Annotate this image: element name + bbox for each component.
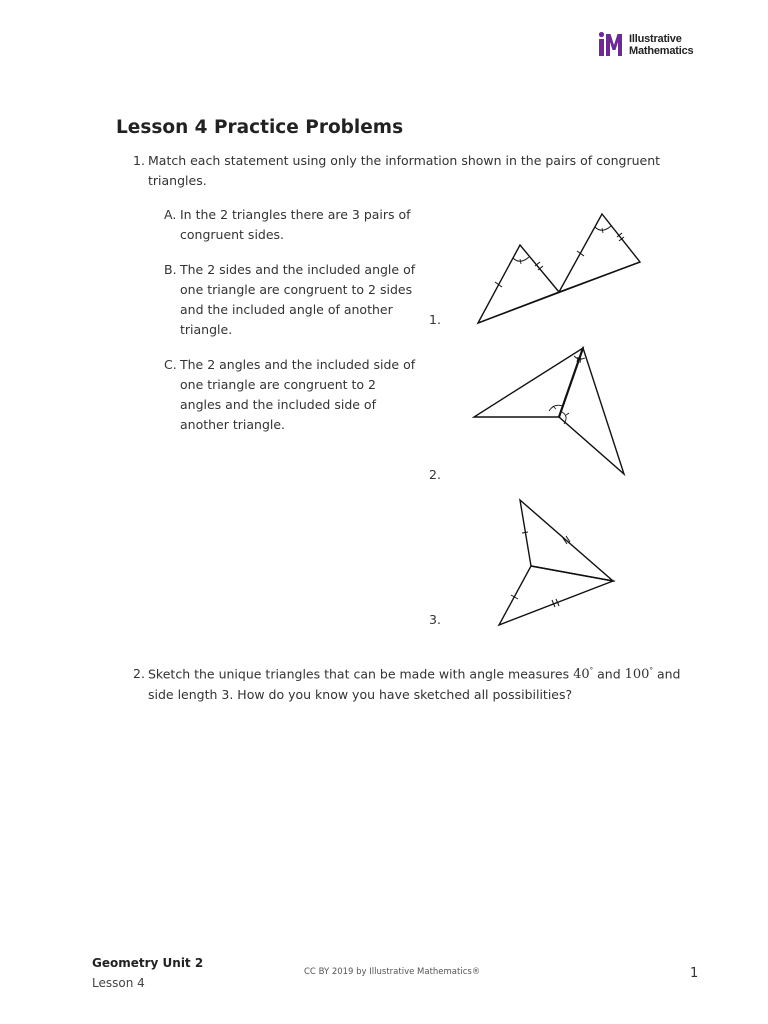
problem-1-text-line-1: Match each statement using only the information shown in the pairs of congruent bbox=[148, 153, 661, 168]
problem-1-number: 1. bbox=[133, 153, 145, 168]
figure-3-label: 3. bbox=[429, 612, 441, 627]
footer-lesson: Lesson 4 bbox=[92, 976, 145, 990]
problem-2-and: and bbox=[597, 666, 621, 682]
statement-a-line-2: congruent sides. bbox=[180, 227, 285, 242]
statement-b-line-1: The 2 sides and the included angle of bbox=[180, 262, 416, 277]
figure-3-bottom-triangle bbox=[499, 566, 613, 625]
statement-b-label: B. bbox=[164, 262, 177, 277]
statement-c-label: C. bbox=[164, 357, 177, 372]
figure-2-label: 2. bbox=[429, 467, 441, 482]
footer-course: Geometry Unit 2 bbox=[92, 956, 204, 970]
figure-3-top-triangle bbox=[520, 500, 613, 581]
figure-1-triangles bbox=[478, 214, 640, 323]
figure-2-right-triangle bbox=[559, 348, 624, 474]
statement-b-line-2: one triangle are congruent to 2 sides bbox=[180, 282, 413, 297]
statement-c-line-3: angles and the included side of bbox=[180, 397, 376, 412]
angle-100-value: 100 bbox=[624, 667, 650, 683]
problem-2-text-line-2: side length 3. How do you know you have sketched all possibilities? bbox=[148, 687, 573, 703]
problem-1-text-line-2: triangles. bbox=[148, 173, 207, 188]
logo-line-1: Illustrative bbox=[629, 33, 682, 45]
problem-2-text-before: Sketch the unique triangles that can be made with angle measures bbox=[148, 666, 570, 682]
figure-2-left-triangle bbox=[474, 348, 583, 417]
angle-40 bbox=[573, 667, 593, 682]
figure-2-triangles bbox=[474, 348, 624, 474]
figure-1-label: 1. bbox=[429, 312, 441, 327]
problem-2-prompt bbox=[133, 661, 693, 705]
logo-line-2: Mathematics bbox=[629, 45, 694, 57]
statement-b-line-3: and the included angle of another bbox=[180, 302, 393, 317]
statement-c-line-2: one triangle are congruent to 2 bbox=[180, 377, 376, 392]
figure-1-right-triangle bbox=[559, 214, 640, 292]
problem-2-number: 2. bbox=[133, 666, 145, 682]
page-number: 1 bbox=[690, 966, 699, 981]
angle-40-value: 40 bbox=[573, 667, 590, 683]
statement-a-label: A. bbox=[164, 207, 177, 222]
angle-100-degree: ° bbox=[649, 667, 653, 675]
statement-c-line-4: another triangle. bbox=[180, 417, 286, 432]
angle-100 bbox=[625, 667, 653, 682]
angle-40-degree: ° bbox=[589, 667, 594, 675]
figure-3-triangles bbox=[499, 500, 613, 625]
problem-2-text-after: and bbox=[656, 666, 681, 682]
statement-b-line-4: triangle. bbox=[180, 322, 233, 337]
page-title: Lesson 4 Practice Problems bbox=[116, 117, 404, 138]
statement-a-line-1: In the 2 triangles there are 3 pairs of bbox=[180, 207, 411, 222]
figure-1-left-triangle bbox=[478, 245, 559, 323]
footer-license: CC BY 2019 by Illustrative Mathematics® bbox=[304, 967, 481, 977]
statement-c-line-1: The 2 angles and the included side of bbox=[180, 357, 416, 372]
